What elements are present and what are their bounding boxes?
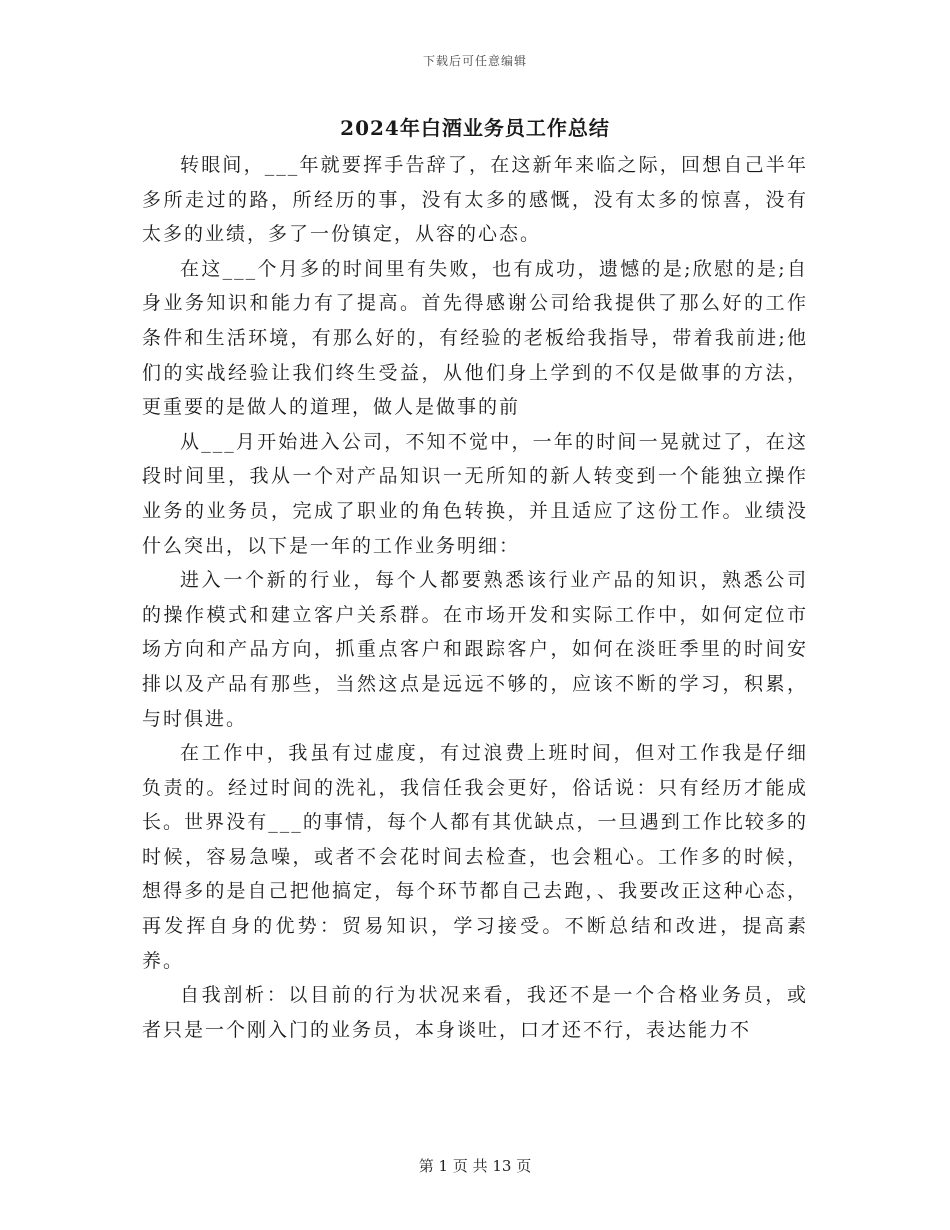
paragraph-6: 自我剖析：以目前的行为状况来看，我还不是一个合格业务员，或者只是一个刚入门的业务员，本身谈吐，口才还不行，表达能力不: [142, 984, 808, 1041]
paragraph-1: 转眼间，___年就要挥手告辞了，在这新年来临之际，回想自己半年多所走过的路，所经历的事，没有太多的感慨，没有太多的惊喜，没有太多的业绩，多了一份镇定，从容的心态。: [142, 154, 808, 246]
document-body: [142, 148, 808, 1047]
paragraph-2: 在这___个月多的时间里有失败，也有成功，遗憾的是;欣慰的是;自身业务知识和能力有了提高。首先得感谢公司给我提供了那么好的工作条件和生活环境，有那么好的，有经验的老板给我指导，带着我前进;他们的实战经验让我们终生受益，从他们身上学到的不仅是做事的方法，更重要的是做人的道理，做人是做事的前: [142, 257, 808, 419]
paragraph-4: 进入一个新的行业，每个人都要熟悉该行业产品的知识，熟悉公司的操作模式和建立客户关系群。在市场开发和实际工作中，如何定位市场方向和产品方向，抓重点客户和跟踪客户，如何在淡旺季里的时间安排以及产品有那些，当然这点是远远不够的，应该不断的学习，积累，与时俱进。: [142, 569, 808, 730]
paragraph-3: 从___月开始进入公司，不知不觉中，一年的时间一晃就过了，在这段时间里，我从一个对产品知识一无所知的新人转变到一个能独立操作业务的业务员，完成了职业的角色转换，并且适应了这份工作。业绩没什么突出，以下是一年的工作业务明细：: [142, 430, 808, 557]
page-number: 第 1 页 共 13 页: [418, 1157, 532, 1175]
page-header-note: 下载后可任意编辑: [422, 54, 527, 68]
paragraph-5: 在工作中，我虽有过虚度，有过浪费上班时间，但对工作我是仔细负责的。经过时间的洗礼，我信任我会更好，俗话说：只有经历才能成长。世界没有___的事情，每个人都有其优缺点，一旦遇到工作比较多的时候，容易急噪，或者不会花时间去检查，也会粗心。工作多的时候，想得多的是自己把他搞定，每个环节都自己去跑，、我要改正这种心态，再发挥自身的优势：贸易知识，学习接受。不断总结和改进，提高素养。: [142, 742, 808, 972]
document-title: 2024年白酒业务员工作总结: [340, 116, 610, 140]
